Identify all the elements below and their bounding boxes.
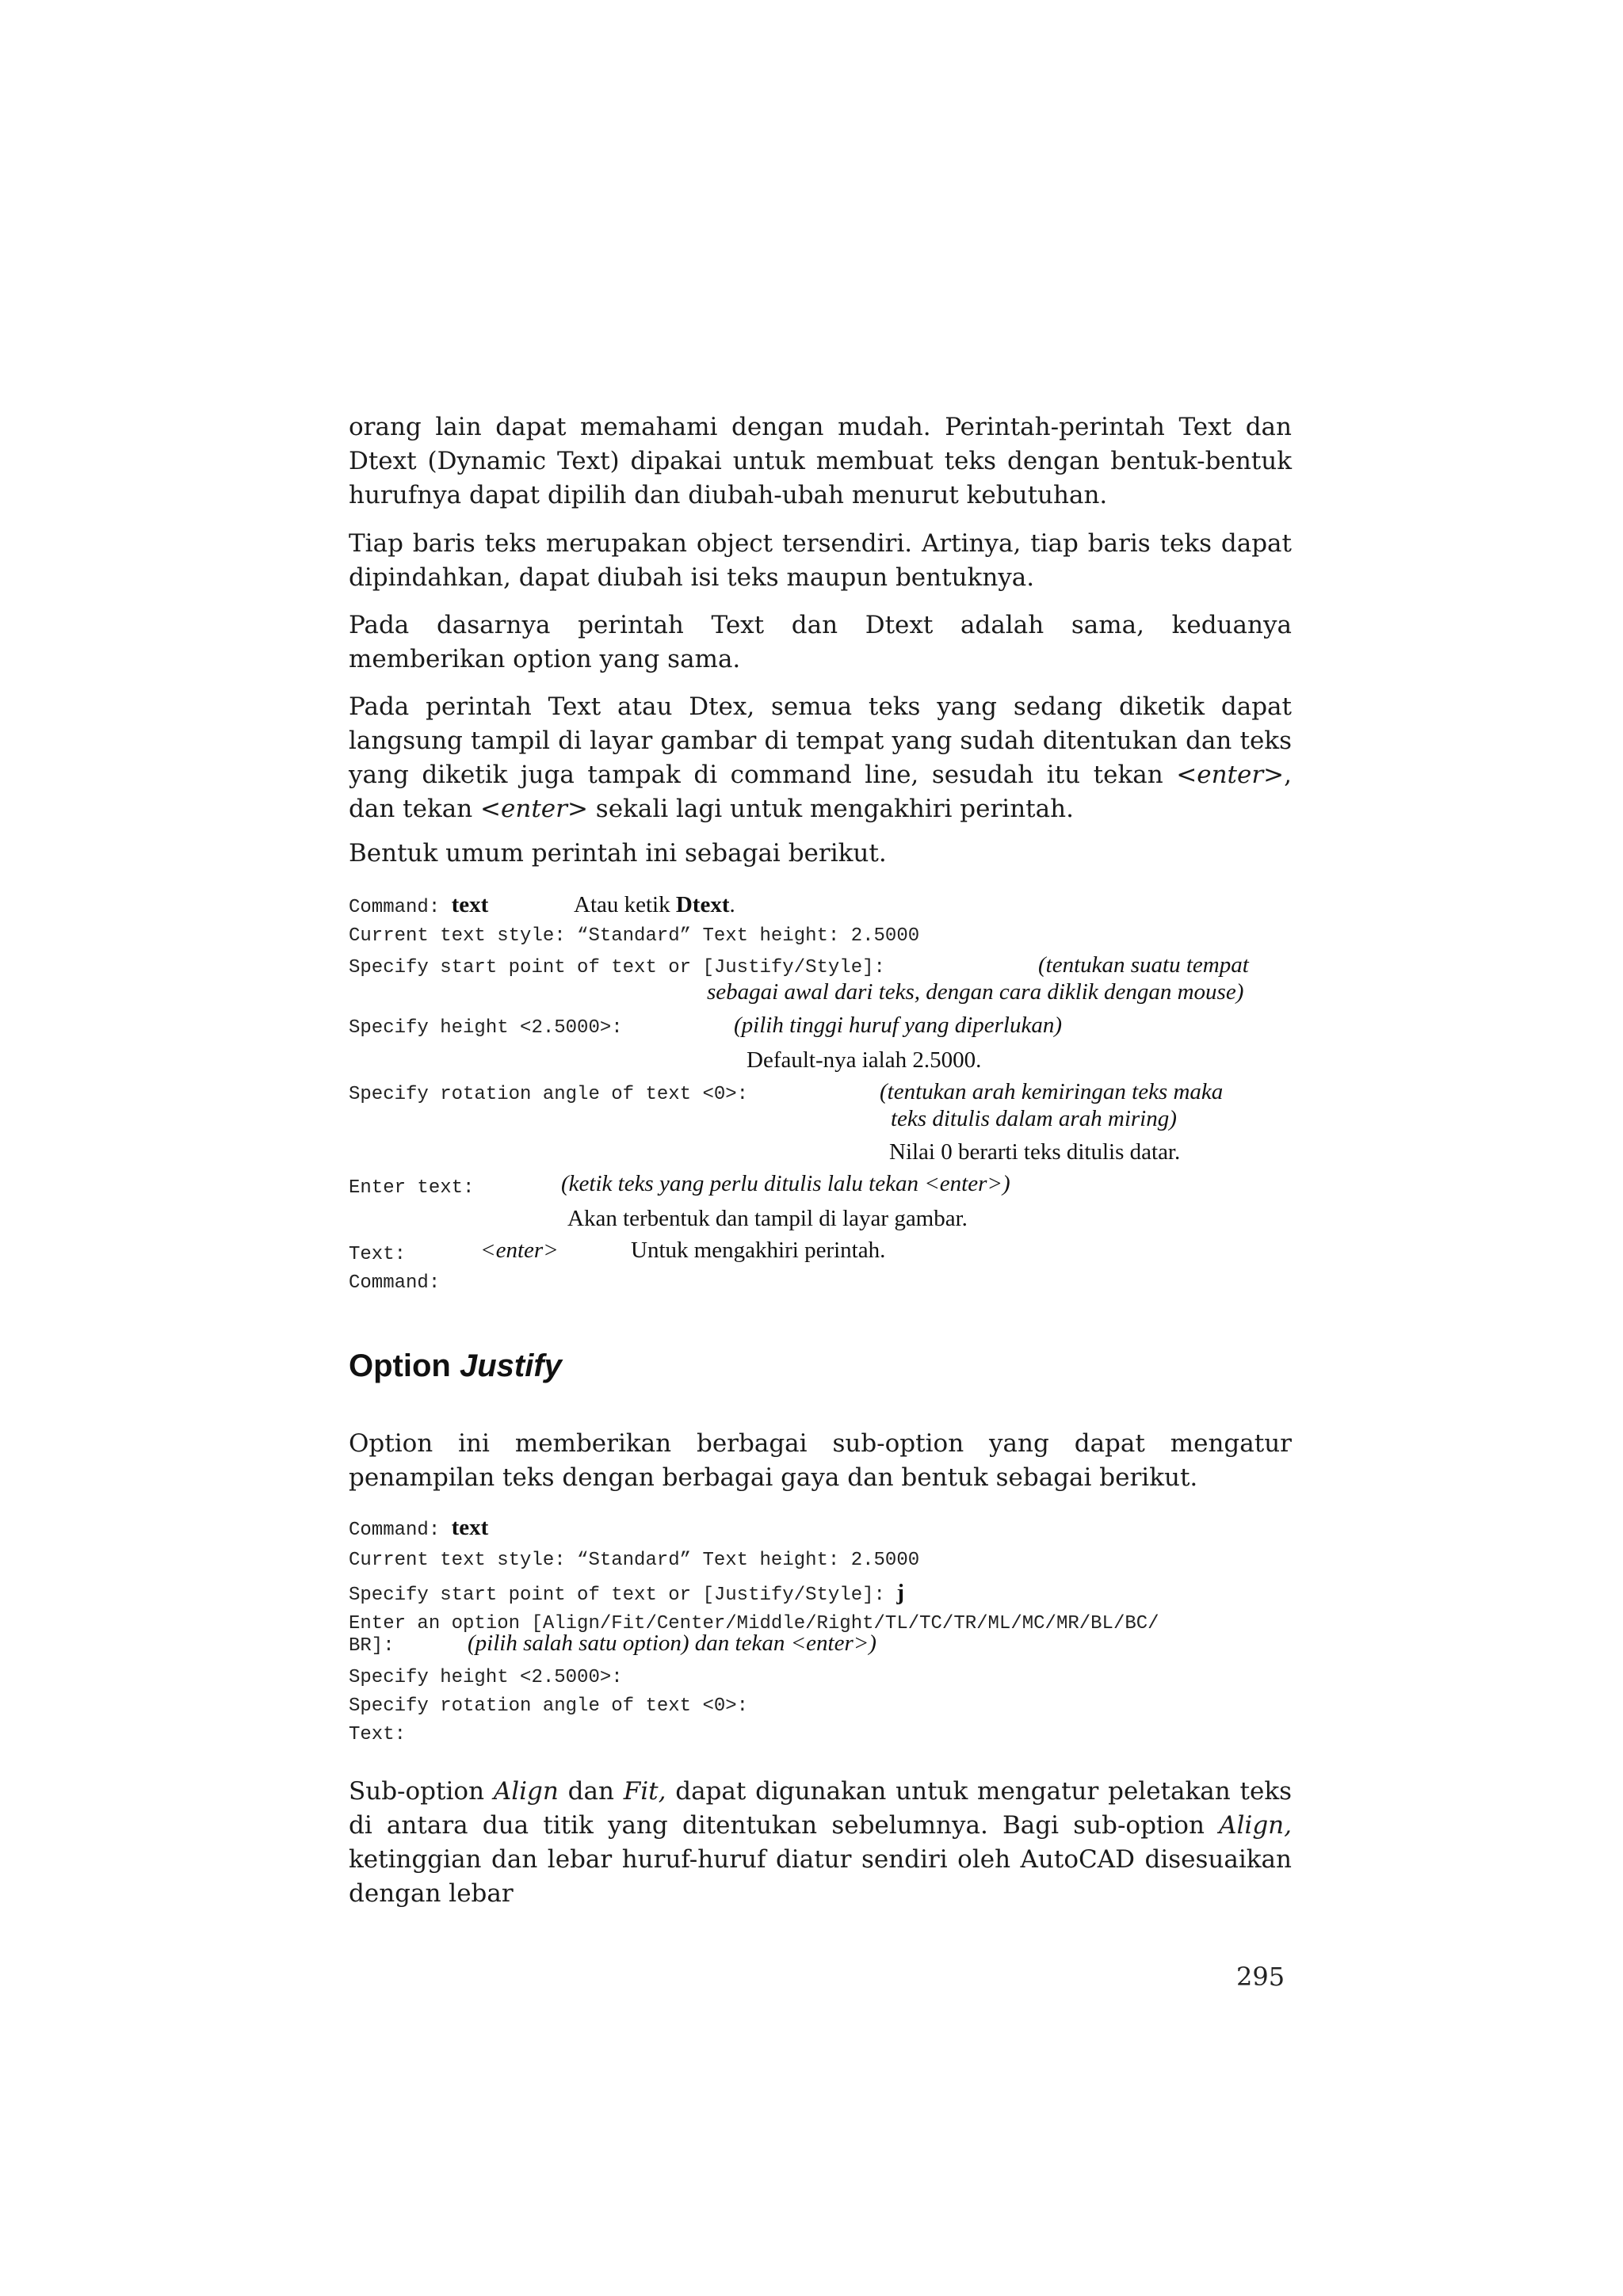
paragraph-text <box>349 1775 1292 1911</box>
section-heading-italic: Justify <box>459 1348 562 1383</box>
listing2-line-style: Current text style: “Standard” Text height: 2.5000 <box>349 1550 920 1571</box>
paragraph-text <box>349 690 1292 826</box>
height-default-note: Default-nya ialah 2.5000. <box>747 1047 982 1073</box>
listing-line-enter-text: Enter text: <box>349 1177 475 1199</box>
last-para-fit: Fit, <box>623 1777 666 1806</box>
section-paragraph <box>349 1427 1292 1495</box>
last-paragraph <box>349 1775 1292 1911</box>
command-note-text: Atau ketik <box>574 892 676 917</box>
command-note-period: . <box>729 892 735 917</box>
page-number: 295 <box>1236 1962 1285 1992</box>
last-para-s3: dapat digunakan untuk mengatur peletakan teks di antara dua titik yang ditentukan sebelumnya. Bagi sub-option <box>349 1777 1293 1840</box>
paragraph-text: orang lain dapat memahami dengan mudah. Perintah-perintah Text dan Dtext (Dynamic Text) dipakai untuk membuat teks dengan bentuk-bentuk hurufnya dapat dipilih dan diubah-ubah menurut kebutuhan. <box>349 413 1292 509</box>
section-heading <box>349 1348 562 1384</box>
enter-text-note: (ketik teks yang perlu ditulis lalu tekan <enter>) <box>561 1171 1010 1196</box>
paragraph-4-tail: sekali lagi untuk mengakhiri perintah. <box>587 795 1074 823</box>
last-para-align-1: Align <box>493 1777 559 1806</box>
paragraph-5 <box>349 837 1292 871</box>
paragraph-text: Tiap baris teks merupakan object tersendiri. Artinya, tiap baris teks dapat dipindahkan, dapat diubah isi teks maupun bentuknya. <box>349 529 1292 592</box>
command-prompt: Command: <box>349 897 452 918</box>
enter-key-1: <enter> <box>1176 761 1285 789</box>
listing-line-style: Current text style: “Standard” Text height: 2.5000 <box>349 925 920 947</box>
paragraph-2 <box>349 527 1292 595</box>
last-para-s2: dan <box>558 1777 624 1806</box>
listing2-line-br <box>349 1635 395 1657</box>
listing-line-text: Text: <box>349 1244 407 1265</box>
rotation-note-3: Nilai 0 berarti teks ditulis datar. <box>889 1139 1181 1165</box>
paragraph-text: Bentuk umum perintah ini sebagai berikut. <box>349 839 887 868</box>
listing-line-command-end: Command: <box>349 1272 441 1294</box>
start-note-1: (tentukan suatu tempat <box>1038 952 1249 978</box>
paragraph-4 <box>349 690 1292 826</box>
last-para-s1: Sub-option <box>349 1777 494 1806</box>
start-note-2: sebagai awal dari teks, dengan cara diklik dengan mouse) <box>707 979 1244 1005</box>
height-note: (pilih tinggi huruf yang diperlukan) <box>734 1013 1063 1038</box>
paragraph-4-mid: , dan tekan <box>349 761 1292 823</box>
paragraph-4-body: Pada perintah Text atau Dtex, semua teks yang sedang diketik dapat langsung tampil di layar gambar di tempat yang sudah ditentukan dan teks yang diketik juga tampak di command line, sesudah itu tekan <box>349 692 1292 789</box>
paragraph-text: Option ini memberikan berbagai sub-option yang dapat mengatur penampilan teks dengan berbagai gaya dan bentuk sebagai berikut. <box>349 1429 1292 1492</box>
last-para-s4: ketinggian dan lebar huruf-huruf diatur sendiri oleh AutoCAD disesuaikan dengan lebar <box>349 1845 1292 1908</box>
paragraph-1 <box>349 410 1292 513</box>
paragraph-text: Pada dasarnya perintah Text dan Dtext adalah sama, keduanya memberikan option yang sama. <box>349 611 1292 673</box>
listing-line-height: Specify height <2.5000>: <box>349 1017 623 1039</box>
start-point-prompt: Specify start point of text or [Justify/Style]: <box>349 1585 897 1606</box>
listing2-line-height: Specify height <2.5000>: <box>349 1667 623 1688</box>
rotation-note-1: (tentukan arah kemiringan teks maka <box>880 1079 1224 1104</box>
listing2-line-enter-option: Enter an option [Align/Fit/Center/Middle/Right/TL/TC/TR/ML/MC/MR/BL/BC/ <box>349 1613 1159 1634</box>
command-note <box>574 892 735 918</box>
listing-line-command <box>349 892 488 918</box>
paragraph-3 <box>349 608 1292 677</box>
listing2-line-command <box>349 1515 488 1541</box>
command-value: text <box>451 1515 489 1540</box>
br-prompt: BR]: <box>349 1635 395 1657</box>
command-prompt: Command: <box>349 1520 452 1541</box>
br-note: (pilih salah satu option) dan tekan <enter>) <box>468 1630 876 1656</box>
command-value: text <box>451 892 489 917</box>
listing2-line-rotation: Specify rotation angle of text <0>: <box>349 1695 749 1717</box>
text-note: Untuk mengakhiri perintah. <box>631 1238 886 1263</box>
listing2-line-text: Text: <box>349 1724 407 1745</box>
start-point-value: j <box>896 1580 904 1605</box>
rotation-note-2: teks ditulis dalam arah miring) <box>891 1106 1177 1131</box>
listing2-line-start-point <box>349 1580 904 1606</box>
enter-key-2: <enter> <box>480 795 588 823</box>
text-enter-key: <enter> <box>480 1238 559 1263</box>
last-para-align-2: Align, <box>1219 1811 1292 1840</box>
listing-line-start-point: Specify start point of text or [Justify/Style]: <box>349 957 885 978</box>
enter-text-result: Akan terbentuk dan tampil di layar gambar. <box>567 1206 968 1231</box>
listing-line-rotation: Specify rotation angle of text <0>: <box>349 1084 749 1105</box>
section-heading-plain: Option <box>349 1348 460 1383</box>
command-note-bold: Dtext <box>675 892 730 917</box>
